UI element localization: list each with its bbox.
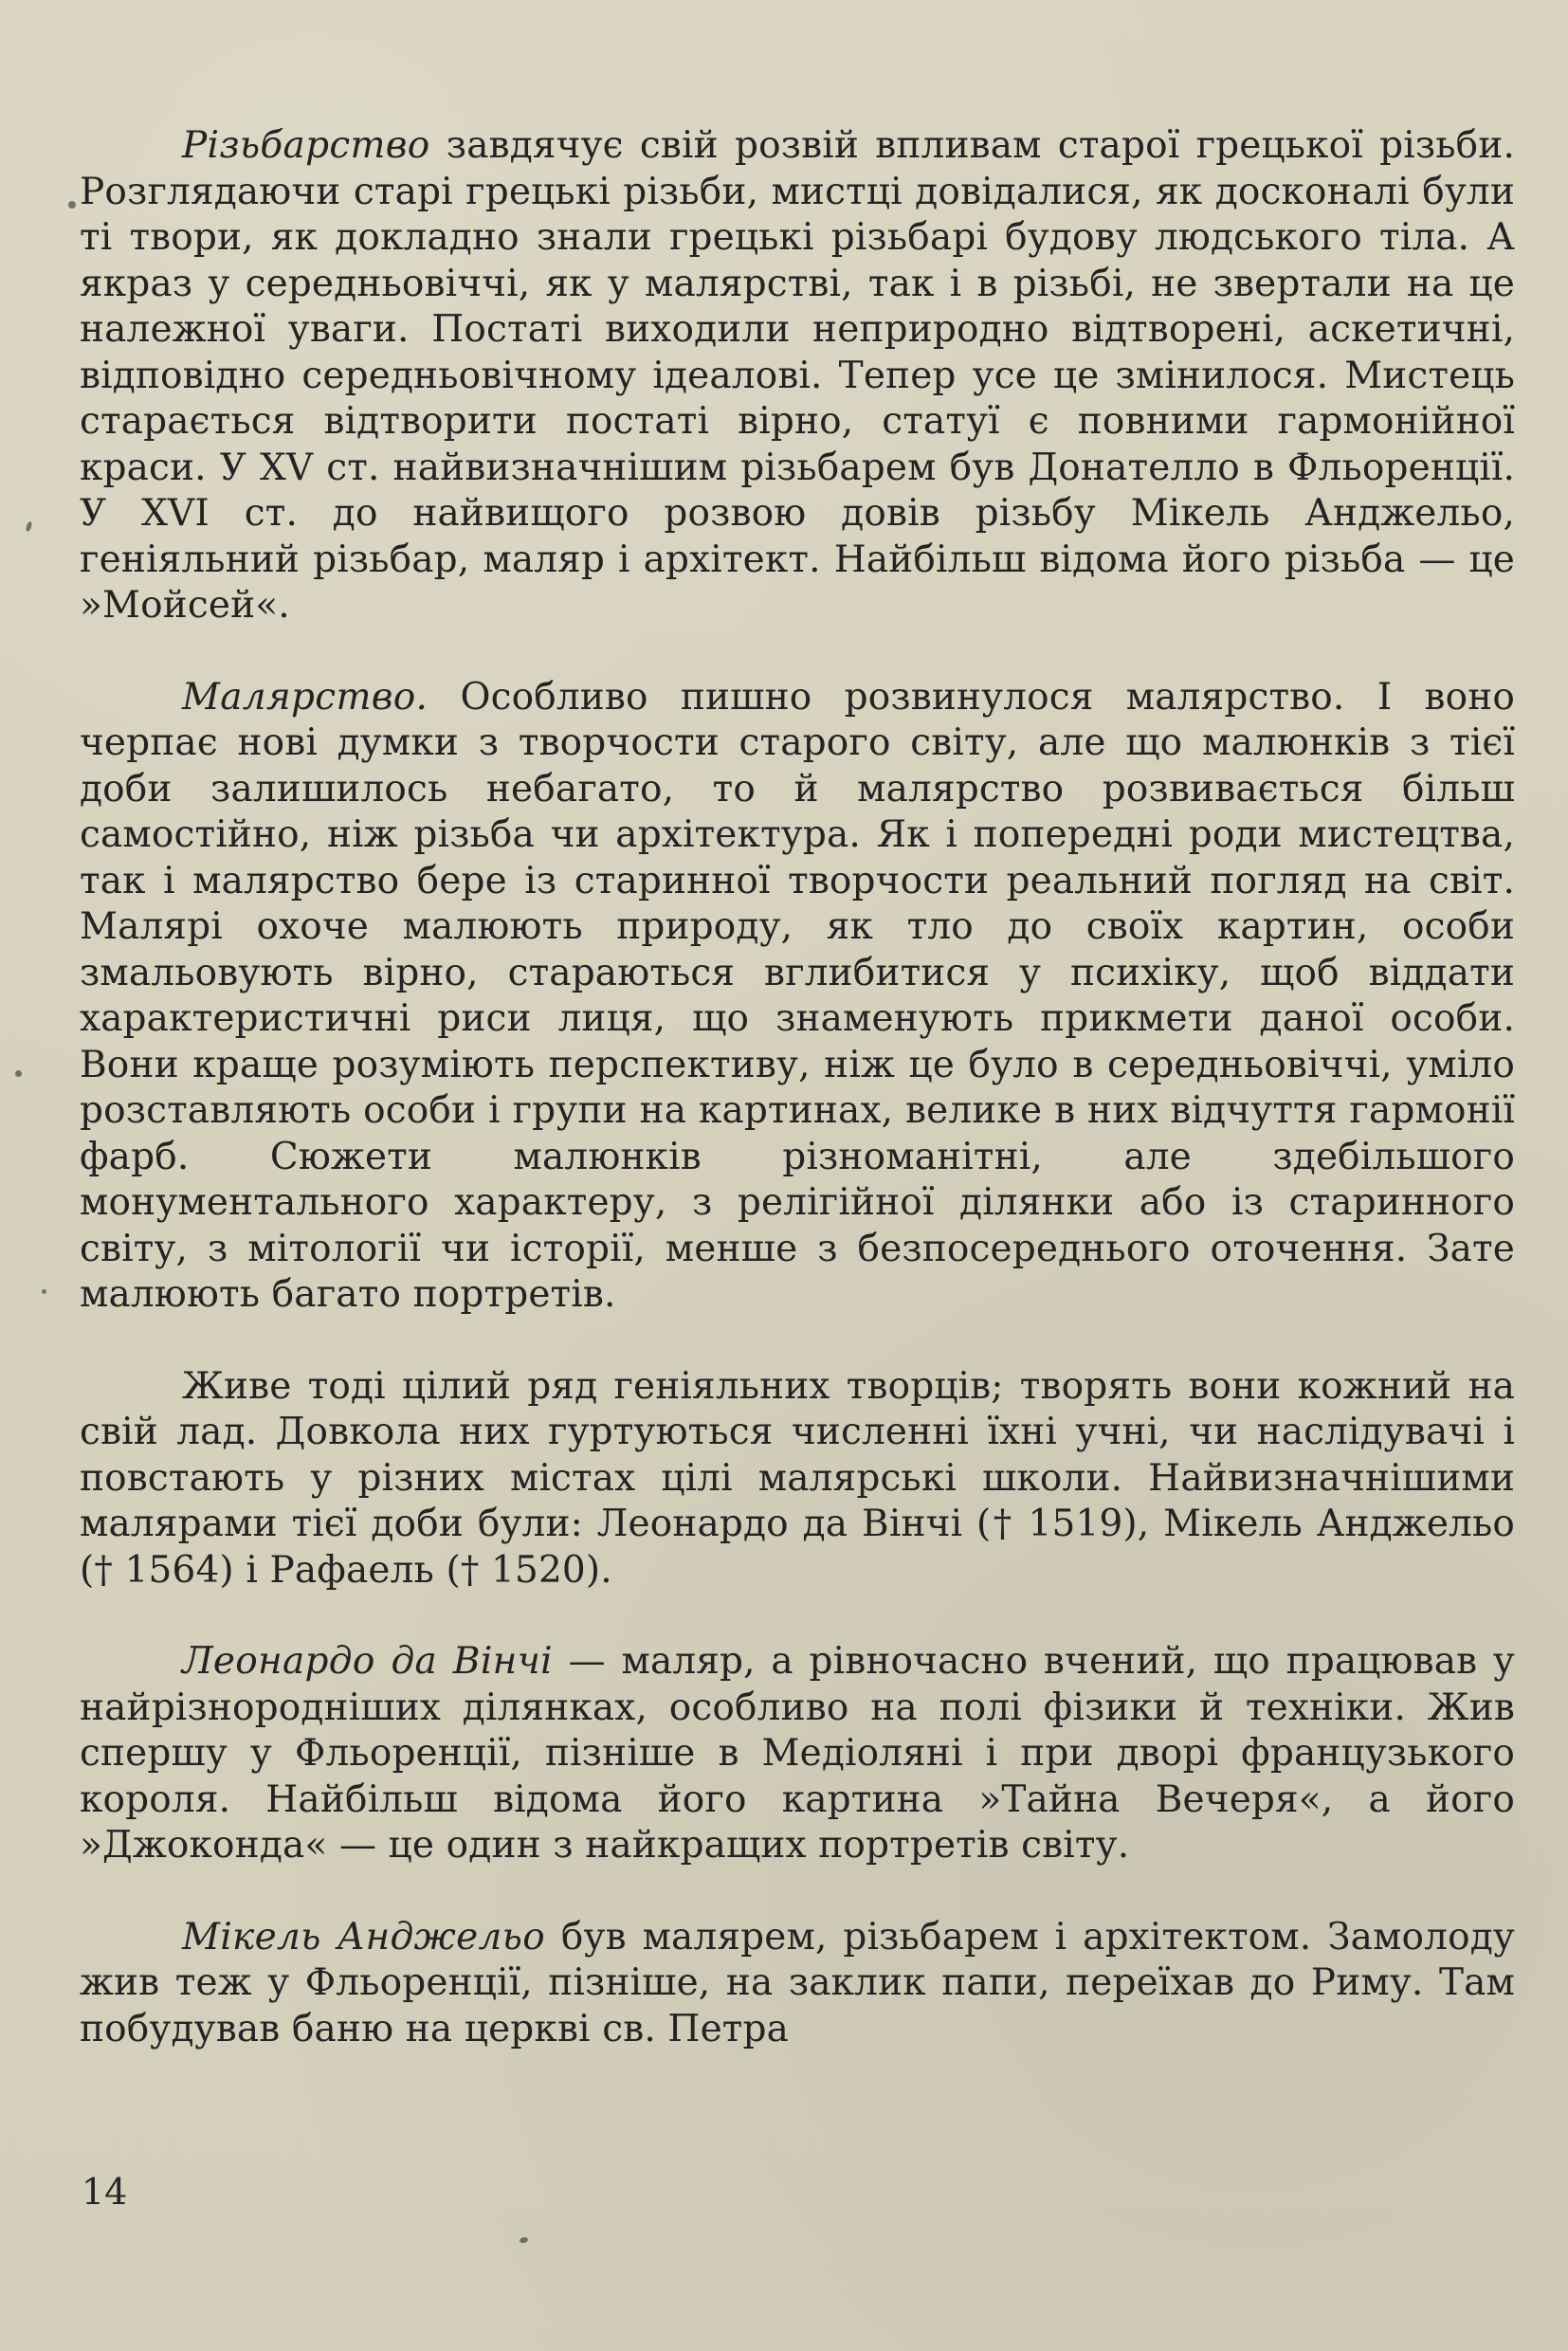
- paragraph-painting: [80, 675, 1515, 1319]
- paragraph-artists: [80, 1364, 1515, 1595]
- paragraph-text: — маляр, а рівночасно вчений, що працював у найрізнородніших ділянках, особливо на полі фізики й техніки. Жив спершу у Фльоренції, пізніше в Медіоляні і при дворі французького короля. Найбільш відома його картина »Тайна Вечеря«, а його »Джоконда« — це один з найкращих портретів світу.: [80, 1640, 1515, 1867]
- paragraph-sculpture: [80, 123, 1515, 629]
- print-speck: [68, 201, 76, 209]
- paragraph-text: завдячує свій розвій впливам старої грецької різьби. Розглядаючи старі грецькі різьби, мистці довідалися, як досконалі були ті твори, як докладно знали грецькі різьбарі будову людського тіла. А якраз у середньовіччі, як у малярстві, так і в різьбі, не звертали на це належної уваги. Постаті виходили неприродно відтворені, аскетичні, відповідно середньовічному ідеалові. Тепер усе це змінилося. Мистець старається відтворити постаті вірно, статуї є повними гармонійної краси. У XV ст. найвизначнішим різьбарем був Донателло в Фльоренції. У XVI ст. до найвищого розвою довів різьбу Мікель Анджельо, геніяльний різьбар, маляр і архітект. Найбільш відома його різьба — це »Мойсей«.: [80, 124, 1515, 627]
- print-speck: [42, 1289, 46, 1294]
- paragraph-lead: Мікель Анджельо: [182, 1915, 545, 1959]
- print-speck: [25, 520, 32, 532]
- page-body: [80, 123, 1515, 2098]
- print-speck: [519, 2236, 528, 2244]
- paragraph-text: був малярем, різьбарем і архітектом. Замолоду жив теж у Фльоренції, пізніше, на заклик папи, переїхав до Риму. Там побудував баню на церкві св. Петра: [80, 1915, 1515, 2050]
- paragraph-michelangelo: [80, 1915, 1515, 2053]
- paragraph-text: Живе тоді цілий ряд геніяльних творців; творять вони кожний на свій лад. Довкола них гуртуються численні їхні учні, чи наслідувачі і повстають у різних містах цілі малярські школи. Найвизначнішими малярами тієї доби були: Леонардо да Вінчі († 1519), Мікель Анджельо († 1564) і Рафаель († 1520).: [80, 1364, 1515, 1592]
- paragraph-leonardo: [80, 1639, 1515, 1869]
- paragraph-lead: Леонардо да Вінчі: [182, 1640, 553, 1683]
- paragraph-lead: Малярство.: [182, 675, 428, 719]
- page-number: 14: [82, 2171, 128, 2213]
- paragraph-text: Особливо пишно розвинулося малярство. І воно черпає нові думки з творчости старого світу, але що малюнків з тієї доби залишилось небагато, то й малярство розвивається більш самостійно, ніж різьба чи архітектура. Як і попередні роди мистецтва, так і малярство бере із старинної творчости реальний погляд на світ. Малярі охоче малюють природу, як тло до своїх картин, особи змальовують вірно, стараються вглибитися у психіку, щоб віддати характеристичні риси лиця, що знаменують прикмети даної особи. Вони краще розуміють перспективу, ніж це було в середньовіччі, уміло розставляють особи і групи на картинах, велике в них відчуття гармонії фарб. Сюжети малюнків різноманітні, але здебільшого монументального характеру, з релігійної ділянки або із старинного світу, з мітології чи історії, менше з безпосереднього оточення. Зате малюють багато портретів.: [80, 675, 1515, 1316]
- print-speck: [15, 1070, 22, 1077]
- paragraph-lead: Різьбарство: [182, 124, 430, 167]
